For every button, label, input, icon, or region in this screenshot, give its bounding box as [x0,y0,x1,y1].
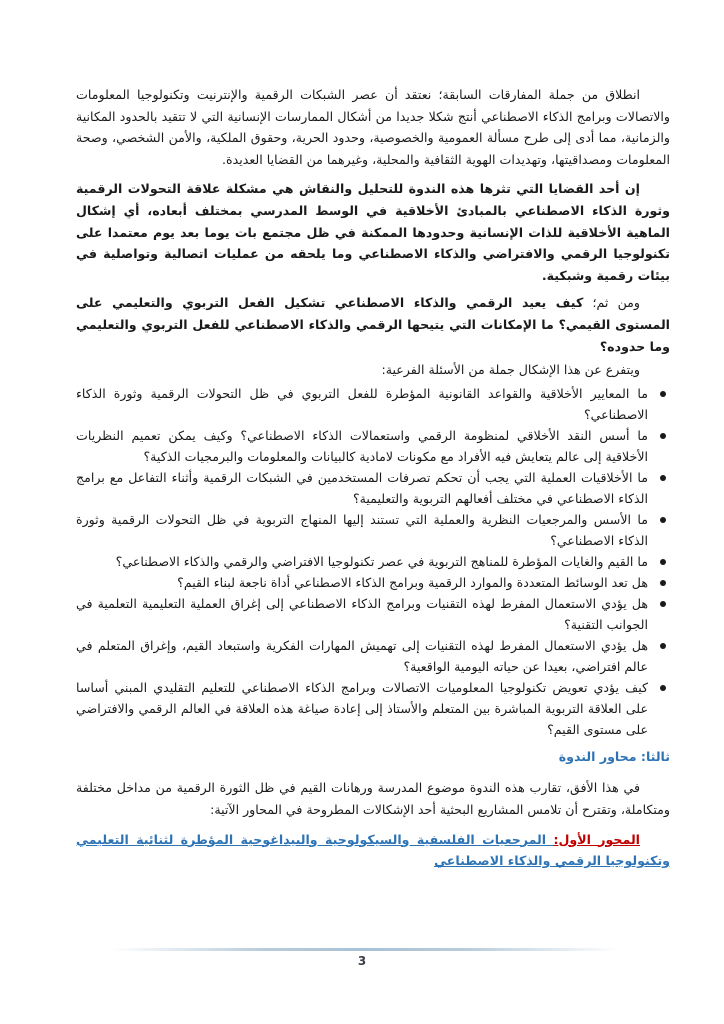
list-item-text: هل تعد الوسائط المتعددة والموارد الرقمية وبرامج الذكاء الاصطناعي أداة ناجعة لبناء القيم؟ [177,574,648,590]
footer-divider [110,948,620,951]
list-item-text: هل يؤدي الاستعمال المفرط لهذه التقنيات وبرامج الذكاء الاصطناعي إلى إغراق العملية التعليمية التعلمية في الجوانب التقنية؟ [76,595,648,632]
list-item [76,677,648,740]
bullet-icon [660,643,666,649]
page-number: 3 [357,954,367,968]
intro-paragraph: انطلاق من جملة المفارقات السابقة؛ نعتقد أن عصر الشبكات الرقمية والإنترنيت وتكنولوجيا المعلومات والاتصالات وبرامج الذكاء الاصطناعي أنتج شكلا جديدا من أشكال الممارسات الإنسانية التي لا تتقيد بالحدود المكانية والزمانية، مما أدى إلى طرح مسألة العمومية والخصوصية، وحدود الحرية، وحقوق الملكية، والأمن الشخصي، وصحة المعلومات ومصداقيتها، وتهديدات الهوية الثقافية والمحلية، وغيرهما من القضايا العديدة. [76,87,670,167]
list-item-text: كيف يؤدي تعويض تكنولوجيا المعلوميات الاتصالات وبرامج الذكاء الاصطناعي للتعليم التقليدي المبني أساسا على العلاقة التربوية المباشرة بين المتعلم والأستاذ إلى إعادة صياغة هذه العلاقة في العالم الرقمي والافتراضي على مستوى القيم؟ [76,679,648,737]
list-item-text: هل يؤدي الاستعمال المفرط لهذه التقنيات إلى تهميش المهارات الفكرية واستبعاد القيم، وإغراق المتعلم في عالم افتراضي، بعيدا عن حياته اليومية الواقعية؟ [76,637,648,674]
bullet-icon [660,433,666,439]
list-item-text: ما المعايير الأخلاقية والقواعد القانونية المؤطرة للفعل التربوي في ظل التحولات الرقمية وثورة الذكاء الاصطناعي؟ [76,385,648,422]
section-intro-paragraph: في هذا الأفق، تقارب هذه الندوة موضوع المدرسة ورهانات القيم في ظل الثورة الرقمية من مداخل مختلفة ومتكاملة، وتقترح أن تلامس المشاريع البحثية أحد الإشكالات المطروحة في المحاور الآتية: [76,780,670,817]
list-item [76,572,648,593]
section-heading: ثالثا: محاور الندوة [558,748,670,764]
axis-one-title: المرجعيات الفلسفية والسيكولوجية والبيداغوجية المؤطرة لثنائية التعليمي وتكنولوجيا الرقمي والذكاء الاصطناعي [76,831,670,869]
page-content [76,84,670,878]
bullet-icon [660,391,666,397]
list-item-text: ما أسس النقد الأخلاقي لمنظومة الرقمي واستعمالات الذكاء الاصطناعي؟ وكيف يمكن تعميم النظريات الأخلاقية إلى عالم يتعايش فيه الأفراد مع مكونات لامادية كالبيانات والمعلومات والبرمجيات الذكية؟ [76,427,648,464]
list-item [76,425,648,467]
list-item [76,509,648,551]
main-question-paragraph [76,292,670,357]
list-item [76,467,648,509]
list-item [76,593,648,635]
list-item [76,635,648,677]
problem-paragraph: إن أحد القضايا التي تثرها هذه الندوة للتحليل والنقاش هي مشكلة علاقة التحولات الرقمية وثورة الذكاء الاصطناعي بالمبادئ الأخلاقية في الوسط المدرسي بمختلف أبعاده، أي إشكال الماهية الأخلاقية للذات الإنسانية وحدودها الممكنة في ظل مجتمع بات يوما بعد يوم معتمدا على تكنولوجيا الرقمي والافتراضي والذكاء الاصطناعي وما يلحقه من عمليات اتصالية وتواصلية في بيئات رقمية وشبكية. [76,181,670,283]
bullet-icon [660,580,666,586]
bullet-icon [660,601,666,607]
list-item [76,551,648,572]
sub-questions-intro: ويتفرع عن هذا الإشكال جملة من الأسئلة الفرعية: [381,362,640,378]
bullet-icon [660,517,666,523]
list-item-text: ما القيم والغايات المؤطرة للمناهج التربوية في عصر تكنولوجيا الافتراضي والرقمي والذكاء الاصطناعي؟ [115,553,648,569]
axis-one-label: المحور الأول: [553,831,640,847]
main-question-text: كيف يعيد الرقمي والذكاء الاصطناعي تشكيل الفعل التربوي والتعليمي على المستوى القيمي؟ ما الإمكانات التي يتيحها الرقمي والذكاء الاصطناعي للفعل التربوي والتعليمي وما حدوده؟ [76,295,670,354]
axis-one-heading [76,829,670,872]
list-item-text: ما الأخلاقيات العملية التي يجب أن تحكم تصرفات المستخدمين في الشبكات الرقمية وأثناء التفاعل مع برامج الذكاء الاصطناعي في مختلف أفعالهم التربوية والتعليمية؟ [76,469,648,506]
list-item-text: ما الأسس والمرجعيات النظرية والعملية التي تستند إليها المنهاج التربوية في ظل التحولات الرقمية وثورة الذكاء الاصطناعي؟ [76,511,648,548]
sub-questions-list [76,383,670,740]
list-item [76,383,648,425]
bullet-icon [660,685,666,691]
bullet-icon [660,559,666,565]
bullet-icon [660,475,666,481]
main-question-prefix: ومن ثم؛ [583,295,640,311]
